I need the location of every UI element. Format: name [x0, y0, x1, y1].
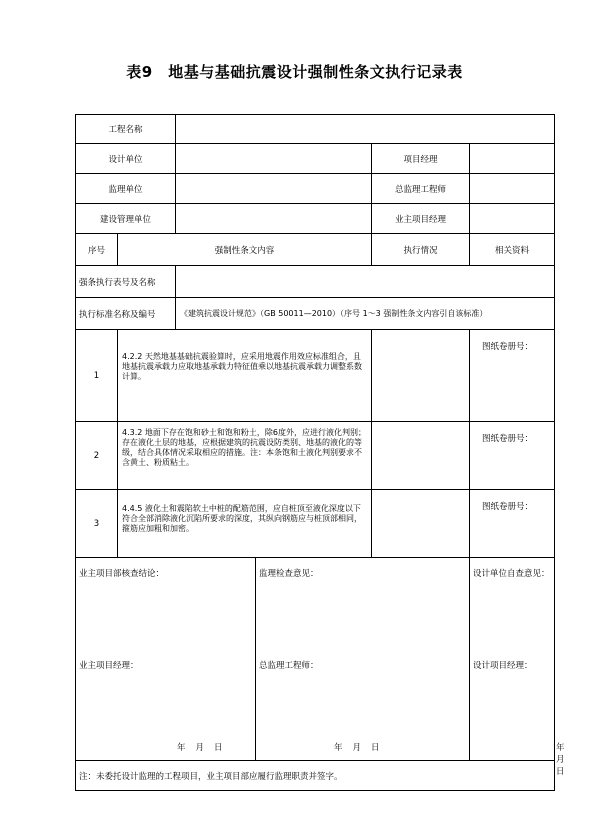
- clause-2-content: [118, 422, 372, 490]
- clause-3-ref: 图纸卷册号：: [470, 490, 555, 558]
- footer-note: 注：未委托设计监理的工程项目，业主项目部应履行监理职责并签字。: [76, 761, 555, 791]
- clause-3-text: 4.4.5 液化土和震陷软土中桩的配筋范围，应自桩顶至液化深度以下符合全部消除液化沉陷所要求的深度，其纵向钢筋应与桩顶部相同，箍筋应加粗和加密。: [122, 504, 362, 533]
- chief-supervisor-field[interactable]: [470, 174, 555, 204]
- row-supervision-unit: [76, 174, 555, 204]
- header-content: 强制性条文内容: [118, 234, 372, 266]
- owner-pm-signature-label: 业主项目经理：: [79, 661, 139, 671]
- owner-review-block[interactable]: [76, 558, 256, 761]
- owner-pm-field[interactable]: [470, 204, 555, 234]
- supervision-review-block[interactable]: [256, 558, 470, 761]
- clause-1-no: 1: [76, 330, 118, 422]
- clause-2-no: 2: [76, 422, 118, 490]
- row-signatures: [76, 558, 555, 761]
- clause-1-text: 4.2.2 天然地基基础抗震验算时，应采用地震作用效应标准组合，且地基抗震承载力应取地基承载力特征值乘以地基抗震承载力调整系数计算。: [122, 352, 362, 381]
- clause-3-content: [118, 490, 372, 558]
- row-construction-mgmt: [76, 204, 555, 234]
- row-form-no: [76, 266, 555, 298]
- owner-pm-label: 业主项目经理: [372, 204, 470, 234]
- project-name-label: 工程名称: [76, 115, 176, 144]
- clause-3-status[interactable]: [372, 490, 470, 558]
- form-no-field[interactable]: [176, 266, 555, 298]
- row-note: [76, 761, 555, 791]
- header-seq: 序号: [76, 234, 118, 266]
- clause-1-content: [118, 330, 372, 422]
- supervision-unit-field[interactable]: [176, 174, 372, 204]
- design-review-heading: 设计单位自查意见：: [473, 569, 550, 579]
- clause-row-3: [76, 490, 555, 558]
- supervision-unit-label: 监理单位: [76, 174, 176, 204]
- clause-2-ref: 图纸卷册号：: [470, 422, 555, 490]
- row-standard: [76, 298, 555, 330]
- clause-1-ref: 图纸卷册号：: [470, 330, 555, 422]
- row-design-unit: [76, 144, 555, 174]
- construction-mgmt-label: 建设管理单位: [76, 204, 176, 234]
- design-pm-signature-label: 设计项目经理：: [473, 661, 533, 671]
- record-form-table: [75, 114, 575, 791]
- chief-supervisor-label: 总监理工程师: [372, 174, 470, 204]
- owner-review-heading: 业主项目部核查结论：: [79, 569, 165, 579]
- clause-3-no: 3: [76, 490, 118, 558]
- row-project-name: [76, 115, 555, 144]
- clause-1-status[interactable]: [372, 330, 470, 422]
- standard-label: 执行标准名称及编号: [76, 298, 176, 330]
- supervision-review-heading: 监理检查意见：: [259, 569, 319, 579]
- project-manager-label: 项目经理: [372, 144, 470, 174]
- form-no-label: 强条执行表号及名称: [76, 266, 176, 298]
- owner-date-label: 年月日: [177, 743, 233, 753]
- clause-row-1: [76, 330, 555, 422]
- project-manager-field[interactable]: [470, 144, 555, 174]
- clause-row-2: [76, 422, 555, 490]
- supervision-date-label: 年月日: [334, 743, 390, 753]
- standard-value: 《建筑抗震设计规范》（GB 50011—2010）（序号 1～3 强制性条文内容引自该标准）: [176, 298, 555, 330]
- header-related: 相关资料: [470, 234, 555, 266]
- design-date-label: 年月日: [556, 743, 575, 777]
- page-title: 表9 地基与基础抗震设计强制性条文执行记录表: [126, 63, 463, 81]
- design-unit-field[interactable]: [176, 144, 372, 174]
- construction-mgmt-field[interactable]: [176, 204, 372, 234]
- header-status: 执行情况: [372, 234, 470, 266]
- project-name-field[interactable]: [176, 115, 555, 144]
- chief-supervisor-signature-label: 总监理工程师：: [259, 661, 319, 671]
- clause-2-status[interactable]: [372, 422, 470, 490]
- row-column-headers: [76, 234, 555, 266]
- design-unit-label: 设计单位: [76, 144, 176, 174]
- clause-2-text: 4.3.2 地面下存在饱和砂土和饱和粉土，除6度外，应进行液化判别；存在液化土层的地基，应根据建筑的抗震设防类别、地基的液化的等级，结合具体情况采取相应的措施。注：本条饱和土液化判别要求不含黄土、粉质粘土。: [122, 428, 366, 467]
- design-review-block[interactable]: [470, 558, 575, 777]
